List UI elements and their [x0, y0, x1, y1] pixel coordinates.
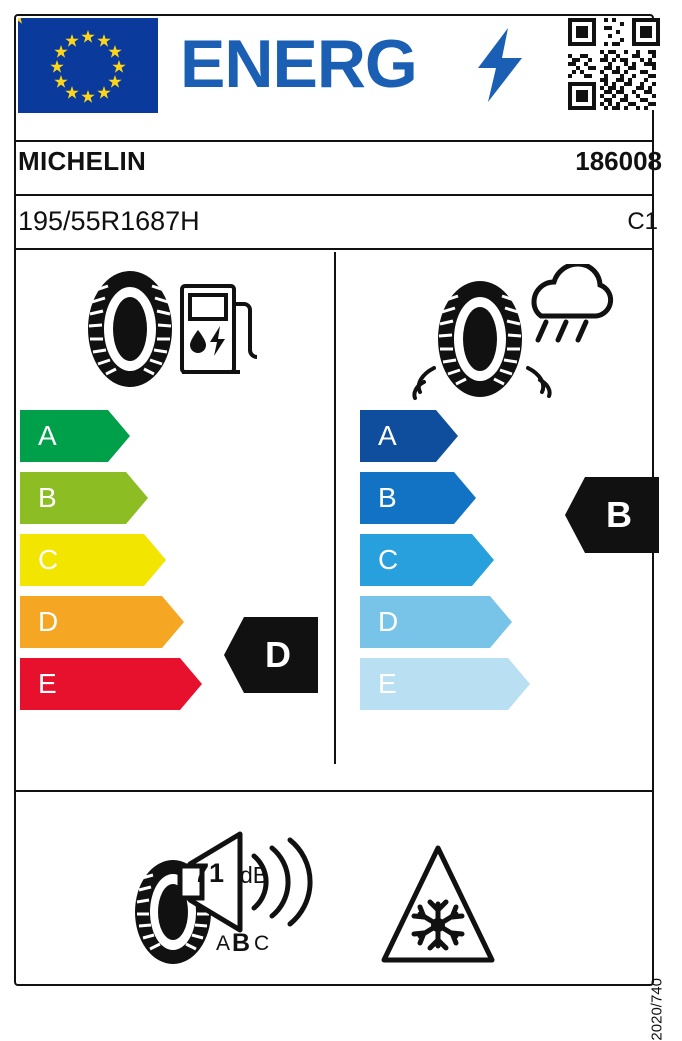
wet-rating-value: B	[606, 494, 632, 535]
fuel-rating-arrow	[224, 617, 318, 693]
divider-header	[16, 140, 652, 142]
wet-grade-b-label: B	[378, 482, 397, 513]
lightning-bolt-icon	[478, 28, 522, 102]
divider-bottom	[16, 790, 652, 792]
fuel-grade-b-label: B	[38, 482, 57, 513]
wet-grade-e-label: E	[378, 668, 397, 699]
noise-unit: dB	[240, 862, 269, 888]
divider-size	[16, 248, 652, 250]
tyre-class: C1	[627, 208, 658, 235]
wet-grade-a	[360, 410, 660, 462]
noise-class-b	[232, 929, 250, 958]
fuel-grade-b	[20, 472, 320, 524]
fuel-pictogram	[78, 264, 258, 394]
noise-value: 71	[194, 858, 225, 888]
divider-brand	[16, 194, 652, 196]
noise-class-b-label: B	[232, 929, 251, 957]
divider-vertical	[334, 252, 336, 764]
noise-class-a: A	[216, 932, 231, 955]
label-header	[0, 0, 682, 128]
fuel-rating-value: D	[265, 634, 291, 675]
fuel-grade-a-label: A	[38, 420, 57, 451]
tyre-size: 195/55R1687H	[18, 206, 200, 236]
wet-grip-pictogram	[404, 264, 614, 414]
wet-grade-c-label: C	[378, 544, 399, 575]
noise-pictogram	[118, 830, 328, 970]
fuel-grade-c-label: C	[38, 544, 59, 575]
fuel-grade-d-label: D	[38, 606, 59, 637]
snowflake-mountain-icon	[378, 842, 498, 968]
noise-class-c: C	[254, 932, 270, 955]
eu-flag-icon	[18, 18, 158, 113]
qr-code-icon	[568, 18, 660, 110]
wet-grade-a-label: A	[378, 420, 397, 451]
page-title: ENERG	[180, 26, 417, 102]
wet-grade-d-label: D	[378, 606, 399, 637]
wet-grade-e	[360, 658, 660, 710]
manufacturer-name: MICHELIN	[18, 146, 147, 176]
fuel-grade-e-label: E	[38, 668, 57, 699]
regulation-year: 2020/740	[649, 978, 666, 1041]
fuel-grade-c	[20, 534, 320, 586]
eu-flag-svg	[18, 18, 158, 113]
fuel-grade-a	[20, 410, 320, 462]
wet-grip-scale	[360, 410, 660, 720]
type-code: 186008	[575, 146, 662, 176]
wet-grade-d	[360, 596, 660, 648]
wet-rating-arrow	[565, 477, 659, 553]
